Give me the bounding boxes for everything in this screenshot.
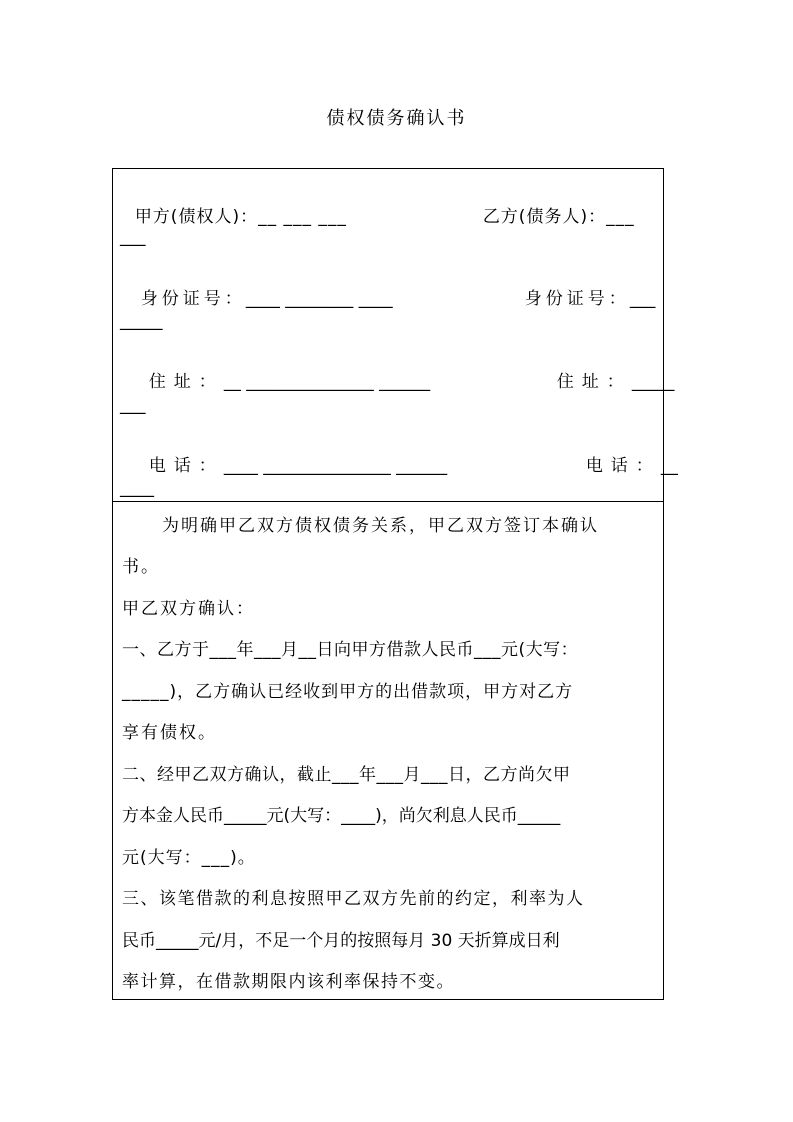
id-b-label: 身份证号： [524,289,630,309]
party-a-blank: __ ___ ___ [258,207,347,227]
body-line-12: 率计算，在借款期限内该利率保持不变。 [122,972,455,992]
addr-b-row [530,346,674,394]
party-b-label: 乙方(债务人)： [482,207,607,227]
id-b-row [506,263,655,311]
body-line-7: 二、经甲乙双方确认，截止___年___月___日，乙方尚欠甲 [122,765,571,785]
addr-b-blank: _____ [631,372,675,392]
body-line-11: 民币_____元/月，不足一个月的按照每月 30 天折算成日利 [122,931,560,951]
tel-b-blank: __ [660,456,678,476]
addr-b-blank-cont: ___ [120,395,146,415]
body-line-1: 为明确甲乙双方债权债务关系，甲乙双方签订本确认 [162,516,599,536]
party-b-row [470,181,635,229]
addr-a-label: 住址： [148,372,224,392]
body-line-9: 元(大写：___)。 [122,848,256,868]
tel-a-row [122,430,447,478]
party-a-label: 甲方(债权人)： [134,207,259,227]
body-line-4: 一、乙方于___年___月__日向甲方借款人民币___元(大写： [122,640,579,660]
addr-a-blank: __ _______________ ______ [223,372,431,392]
tel-a-blank: ____ _______________ ______ [223,456,448,476]
addr-a-row [122,346,430,394]
tel-b-row [559,430,678,478]
id-a-label: 身份证号： [140,289,246,309]
tel-b-label: 电话： [585,456,661,476]
body-line-10: 三、该笔借款的利息按照甲乙双方先前的约定，利率为人 [122,889,585,909]
body-line-5: _____)，乙方确认已经收到甲方的出借款项，甲方对乙方 [122,682,574,702]
body-line-2: 书。 [122,557,160,577]
body-line-6: 享有债权。 [122,723,217,743]
id-b-blank-cont: _____ [120,311,163,331]
addr-b-label: 住址： [556,372,632,392]
document-title: 债权债务确认书 [326,108,467,129]
body-line-8: 方本金人民币_____元(大写：____)，尚欠利息人民币_____ [122,806,561,826]
party-b-blank: ___ [606,207,635,227]
body-line-3: 甲乙双方确认： [122,599,255,619]
party-b-blank-cont: ___ [120,227,146,247]
tel-a-label: 电话： [148,456,224,476]
table-divider [112,501,664,502]
id-a-row [122,263,393,311]
party-a-row [122,181,347,229]
id-b-blank: ___ [629,289,656,309]
id-a-blank: ____ ________ ____ [245,289,393,309]
tel-b-blank-cont: ____ [120,478,154,498]
